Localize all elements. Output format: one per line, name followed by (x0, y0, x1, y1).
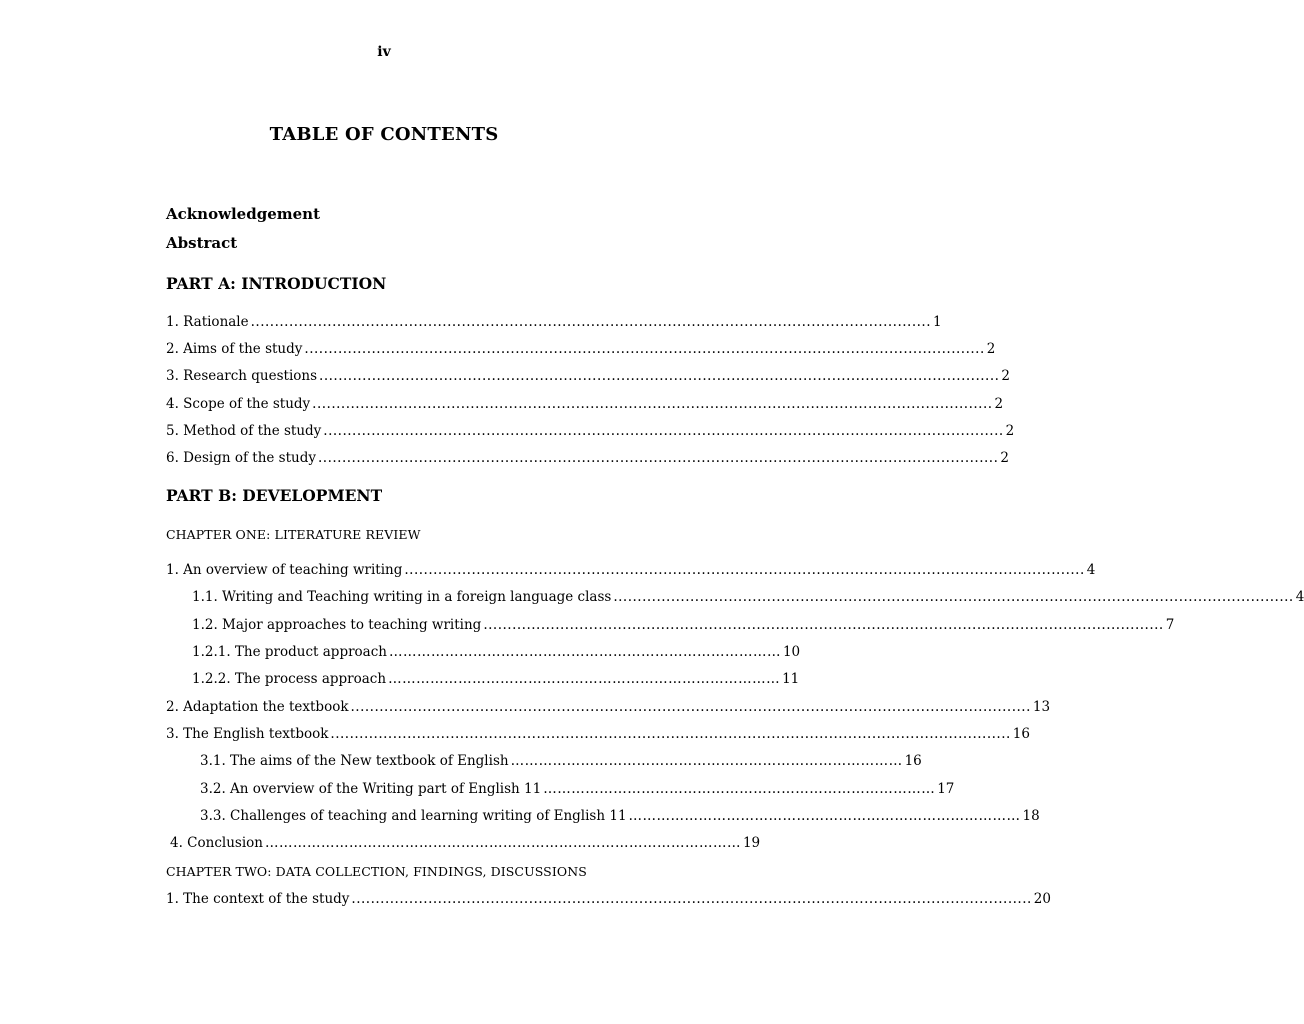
entry-label: 1.2.2. The process approach (192, 671, 387, 687)
front-item-abstract: Abstract (166, 234, 238, 252)
dot-leader: .............................................................................................................................................. (318, 450, 999, 466)
chapter-one-heading: CHAPTER ONE: LITERATURE REVIEW (166, 527, 421, 542)
toc-entry (200, 808, 1040, 824)
entry-page: 4 (1295, 589, 1304, 605)
dot-leader: .............................................................................................................................................. (613, 589, 1294, 605)
toc-entry (192, 617, 1175, 633)
dot-leader: ………………………………………………………………………… (388, 671, 781, 687)
toc-entry (166, 562, 1096, 578)
entry-page: 4 (1086, 562, 1096, 578)
entry-page: 1 (932, 314, 942, 330)
part-b-heading: PART B: DEVELOPMENT (166, 486, 383, 505)
entry-page: 2 (1001, 368, 1010, 384)
dot-leader: .............................................................................................................................................. (319, 368, 1000, 384)
toc-entry (166, 891, 1051, 907)
entry-page: 20 (1033, 891, 1051, 907)
toc-entry (166, 368, 1010, 384)
toc-entry (166, 314, 942, 330)
dot-leader: .............................................................................................................................................. (404, 562, 1085, 578)
part-a-heading: PART A: INTRODUCTION (166, 274, 387, 293)
entry-label: 1.2.1. The product approach (192, 644, 387, 660)
dot-leader: .............................................................................................................................................. (323, 423, 1004, 439)
entry-page: 2 (1005, 423, 1015, 439)
entry-label: 1.2. Major approaches to teaching writing (192, 617, 482, 633)
dot-leader: .............................................................................................................................................. (350, 699, 1031, 715)
entry-page: 2 (986, 341, 996, 357)
entry-label: 3.1. The aims of the New textbook of English (200, 753, 509, 769)
entry-label: 2. Aims of the study (166, 341, 303, 357)
entry-label: 1. An overview of teaching writing (166, 562, 403, 578)
entry-label: 2. Adaptation the textbook (166, 699, 349, 715)
dot-leader: .............................................................................................................................................. (250, 314, 931, 330)
toc-entry (166, 699, 1051, 715)
toc-entry (166, 341, 996, 357)
dot-leader: .............................................................................................................................................. (351, 891, 1032, 907)
entry-page: 18 (1022, 808, 1040, 824)
page-number: iv (377, 44, 391, 60)
dot-leader: .............................................................................................................................................. (312, 396, 993, 412)
document-title: TABLE OF CONTENTS (269, 124, 499, 145)
entry-label: 1. The context of the study (166, 891, 350, 907)
chapter-two-heading: CHAPTER TWO: DATA COLLECTION, FINDINGS, DISCUSSIONS (166, 864, 587, 879)
dot-leader: .............................................................................................................................................. (483, 617, 1164, 633)
toc-entry (192, 644, 801, 660)
dot-leader: ………………………………………………………………………………………… (264, 835, 741, 851)
entry-page: 11 (782, 671, 800, 687)
entry-page: 16 (1012, 726, 1030, 742)
toc-entry (166, 396, 1004, 412)
toc-entry (166, 423, 1015, 439)
entry-label: 6. Design of the study (166, 450, 316, 466)
entry-label: 1.1. Writing and Teaching writing in a foreign language class (192, 589, 612, 605)
dot-leader: ………………………………………………………………………… (388, 644, 781, 660)
entry-label: 5. Method of the study (166, 423, 322, 439)
entry-page: 7 (1165, 617, 1175, 633)
dot-leader: ………………………………………………………………………… (628, 808, 1021, 824)
dot-leader: .............................................................................................................................................. (304, 341, 985, 357)
toc-entry (166, 726, 1030, 742)
entry-page: 19 (742, 835, 761, 851)
entry-label: 3.2. An overview of the Writing part of English 11 (200, 781, 542, 797)
entry-label: 3. Research questions (166, 368, 318, 384)
toc-entry (200, 753, 922, 769)
toc-entry (166, 450, 1009, 466)
front-item-acknowledgement: Acknowledgement (166, 205, 320, 223)
entry-page: 2 (1000, 450, 1009, 466)
dot-leader: ………………………………………………………………………… (510, 753, 903, 769)
entry-label: 3. The English textbook (166, 726, 329, 742)
entry-label: 1. Rationale (166, 314, 249, 330)
entry-page: 16 (904, 753, 922, 769)
entry-page: 17 (937, 781, 955, 797)
entry-page: 2 (994, 396, 1004, 412)
toc-entry (192, 671, 800, 687)
toc-entry (192, 589, 1304, 605)
toc-entry (200, 781, 955, 797)
entry-label: 4. Scope of the study (166, 396, 311, 412)
entry-page: 13 (1032, 699, 1051, 715)
entry-page: 10 (782, 644, 801, 660)
entry-label: 4. Conclusion (170, 835, 263, 851)
dot-leader: ………………………………………………………………………… (543, 781, 936, 797)
toc-entry (170, 835, 761, 851)
dot-leader: .............................................................................................................................................. (330, 726, 1011, 742)
entry-label: 3.3. Challenges of teaching and learning writing of English 11 (200, 808, 627, 824)
